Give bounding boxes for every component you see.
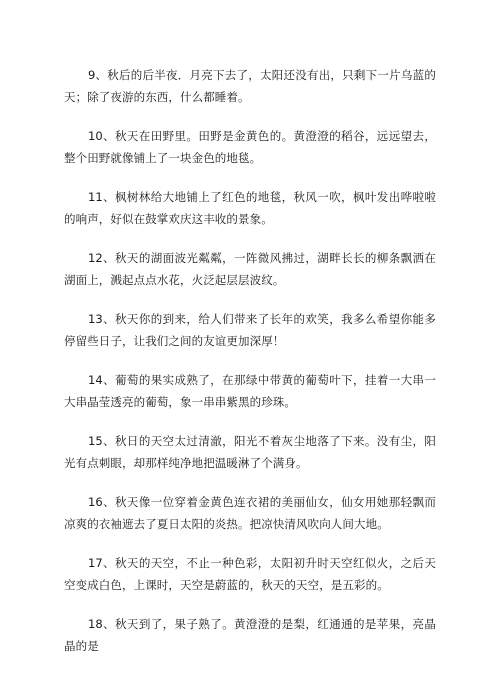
paragraph-17: 17、秋天的天空，不止一种色彩，太阳初升时天空红似火，之后天空变成白色，上课时，天空是蔚蓝的，秋天的天空，是五彩的。 <box>64 556 436 592</box>
paragraph-15: 15、秋日的天空太过清澈，阳光不着灰尘地落了下来。没有尘，阳光有点刺眼，却那样纯净地把温暖淋了个满身。 <box>64 434 436 470</box>
paragraph-13: 13、秋天你的到来，给人们带来了长年的欢笑，我多么希望你能多停留些日子，让我们之间的友谊更加深厚！ <box>64 312 436 348</box>
paragraph-9: 9、秋后的后半夜．月亮下去了，太阳还没有出，只剩下一片乌蓝的天；除了夜游的东西，什么都睡着。 <box>64 68 436 104</box>
paragraph-10: 10、秋天在田野里。田野是金黄色的。黄澄澄的稻谷，远远望去，整个田野就像铺上了一块金色的地毯。 <box>64 129 436 165</box>
paragraph-16: 16、秋天像一位穿着金黄色连衣裙的美丽仙女，仙女用她那轻飘而凉爽的衣袖遮去了夏日太阳的炎热。把凉快清风吹向人间大地。 <box>64 495 436 531</box>
document-body <box>64 64 436 674</box>
paragraph-14: 14、葡萄的果实成熟了，在那绿中带黄的葡萄叶下，挂着一大串一大串晶莹透亮的葡萄，象一串串紫黑的珍珠。 <box>64 373 436 409</box>
paragraph-12: 12、秋天的湖面波光粼粼，一阵微风拂过，湖畔长长的柳条飘洒在湖面上，溅起点点水花，火泛起层层波纹。 <box>64 251 436 287</box>
paragraph-11: 11、枫树林给大地铺上了红色的地毯，秋风一吹，枫叶发出哗啦啦的响声，好似在鼓掌欢庆这丰收的景象。 <box>64 190 436 226</box>
paragraph-18: 18、秋天到了，果子熟了。黄澄澄的是梨，红通通的是苹果，亮晶晶的是 <box>64 617 436 653</box>
